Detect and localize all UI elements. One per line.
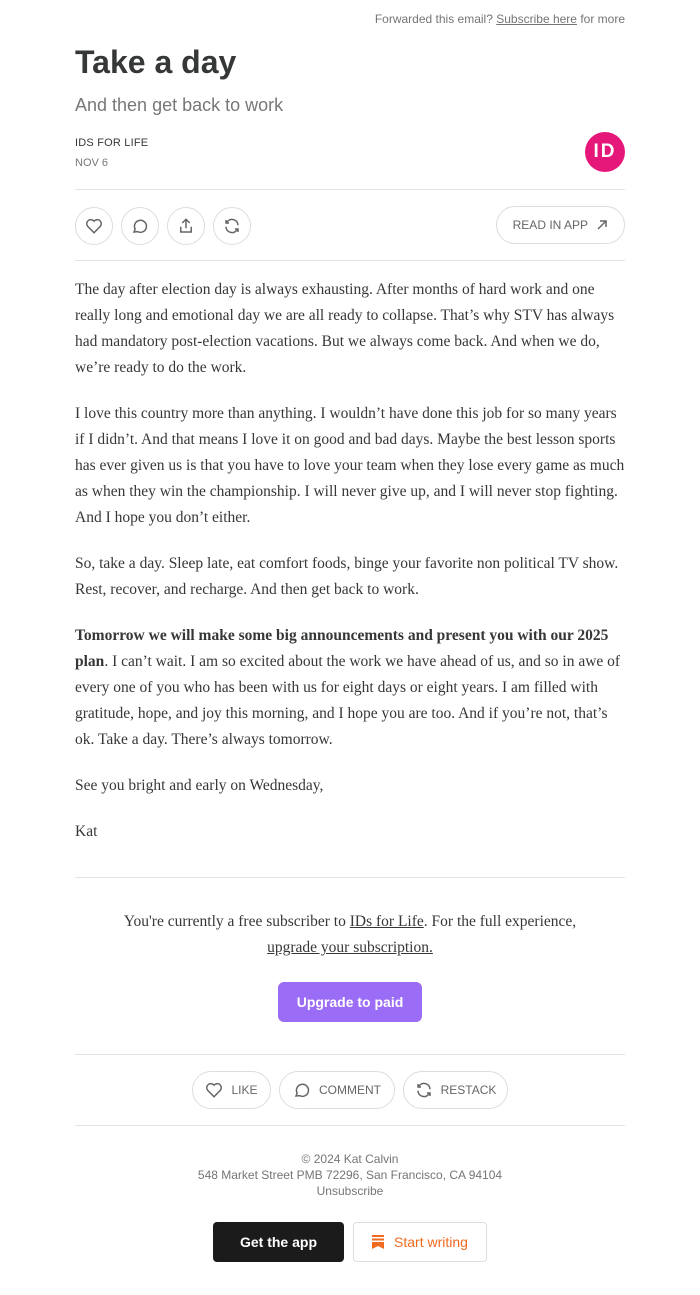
comment-label: COMMENT	[319, 1083, 381, 1097]
address: 548 Market Street PMB 72296, San Francisco, CA 94104	[197, 1168, 503, 1182]
share-icon	[177, 217, 195, 235]
divider	[75, 1054, 625, 1055]
share-button[interactable]	[167, 207, 205, 245]
upgrade-link[interactable]: upgrade your subscription.	[267, 939, 433, 956]
heart-icon	[85, 217, 103, 235]
divider	[75, 877, 625, 878]
restack-button[interactable]	[213, 207, 251, 245]
publication-link[interactable]: IDs for Life	[349, 913, 424, 930]
like-pill-button[interactable]	[192, 1071, 271, 1109]
paragraph: So, take a day. Sleep late, eat comfort foods, binge your favorite non political TV show. Rest, recover, and recharge. And then get back to work.	[75, 555, 619, 598]
comment-icon	[131, 217, 149, 235]
post-body	[75, 277, 625, 865]
read-in-app-button[interactable]	[496, 206, 625, 244]
subscribe-text-2: . For the full experience,	[423, 913, 577, 930]
divider	[75, 189, 625, 190]
paragraph: See you bright and early on Wednesday,	[75, 777, 324, 794]
start-writing-label: Start writing	[394, 1234, 468, 1250]
restack-pill-button[interactable]	[403, 1071, 508, 1109]
restack-label: RESTACK	[440, 1083, 497, 1097]
copyright: © 2024 Kat Calvin	[301, 1152, 399, 1166]
forwarded-suffix: for more	[580, 12, 625, 26]
subscription-notice	[75, 909, 625, 961]
post-date: NOV 6	[75, 157, 109, 169]
subscribe-text: You're currently a free subscriber to	[123, 913, 346, 930]
comment-button[interactable]	[121, 207, 159, 245]
comment-pill-button[interactable]	[279, 1071, 395, 1109]
arrow-up-right-icon	[596, 219, 608, 231]
forwarded-text: Forwarded this email?	[374, 12, 493, 26]
paragraph-text: . I can’t wait. I am so excited about the work we have ahead of us, and so in awe of every one of you who has been with us for eight days or eight years. I am filled with gratitude, hope, and joy this morning, and I hope you are too. And if you’re not, that’s ok. Take a day. There’s always tomorrow.	[75, 653, 621, 748]
get-the-app-button[interactable]: Get the app	[213, 1222, 344, 1262]
forwarded-notice	[375, 12, 625, 26]
avatar[interactable]: ID	[585, 132, 625, 172]
comment-icon	[293, 1081, 311, 1099]
unsubscribe-link[interactable]: Unsubscribe	[316, 1184, 384, 1198]
restack-icon	[223, 217, 241, 235]
post-subtitle: And then get back to work	[75, 95, 284, 115]
like-label: LIKE	[231, 1083, 258, 1097]
paragraph: The day after election day is always exhausting. After months of hard work and one really long and emotional day we are all ready to collapse. That’s why STV has always had mandatory post-election vacations. But we always come back. And when we do, we’re ready to do the work.	[75, 281, 615, 376]
read-in-app-label: READ IN APP	[512, 218, 588, 232]
substack-logo-icon	[372, 1235, 384, 1249]
like-button[interactable]	[75, 207, 113, 245]
subscribe-link[interactable]: Subscribe here	[496, 12, 577, 26]
divider	[75, 260, 625, 261]
paragraph	[75, 623, 625, 753]
restack-icon	[415, 1081, 433, 1099]
post-title[interactable]: Take a day	[75, 44, 237, 80]
upgrade-button[interactable]: Upgrade to paid	[278, 982, 422, 1022]
signature: Kat	[75, 823, 98, 840]
heart-icon	[205, 1081, 223, 1099]
divider	[75, 1125, 625, 1126]
publication-name[interactable]: IDS FOR LIFE	[75, 137, 149, 149]
paragraph: I love this country more than anything. I wouldn’t have done this job for so many years if I didn’t. And that means I love it on good and bad days. Maybe the best lesson sports has ever given us is that you have to love your team when they lose every game as much as when they win the championship. I will never give up, and I will never stop fighting. And I hope you don’t either.	[75, 405, 625, 526]
start-writing-button[interactable]	[353, 1222, 487, 1262]
footer	[75, 1151, 625, 1199]
bold-text: Tomorrow we will make some big announcements and present you with our 2025 plan	[75, 627, 609, 670]
